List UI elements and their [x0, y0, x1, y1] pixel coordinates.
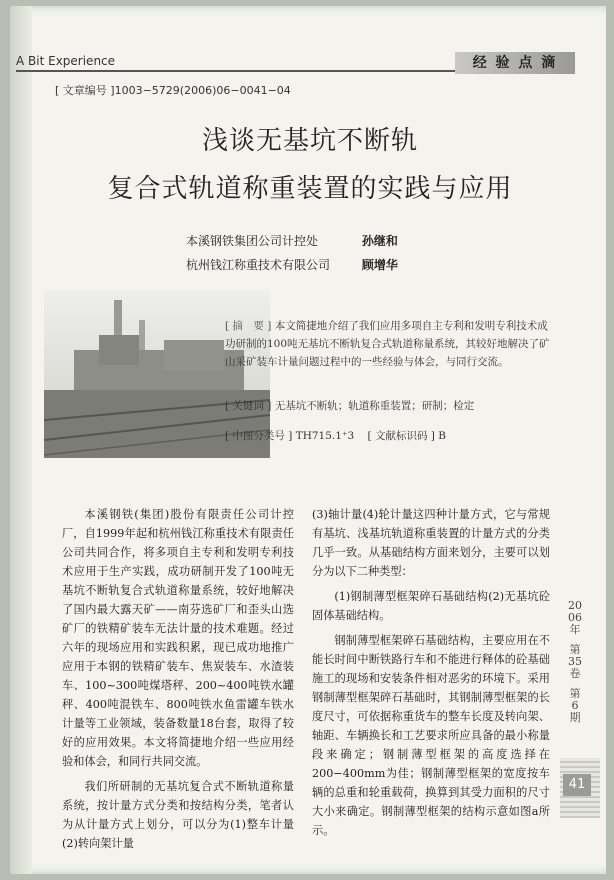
body-paragraph: 我们所研制的无基坑复合式不断轨道称量系统，按计量方式分类和按结构分类，笔者认为从计量方式上划分，可以分为(1)整车计量(2)转向架计量 — [62, 780, 294, 850]
body-column-left — [62, 505, 294, 859]
keywords-text: 无基坑不断轨；轨道称重装置；研制；检定 — [274, 400, 475, 412]
author-row — [186, 256, 398, 273]
author-row — [186, 232, 398, 249]
abstract-label: [ 摘 要 ] — [225, 320, 272, 332]
author-name: 孙继和 — [361, 234, 398, 248]
keywords-label: [ 关键词 ] — [225, 400, 272, 412]
article-number: [ 文章编号 ]1003−5729(2006)06−0041−04 — [55, 84, 291, 97]
article-title-line2: 复合式轨道称重装置的实践与应用 — [107, 174, 513, 204]
clc-label: [ 中图分类号 ] — [225, 430, 293, 442]
body-column-right — [312, 505, 550, 846]
doc-code-label: [ 文献标识码 ] — [367, 430, 435, 442]
keywords — [225, 398, 555, 413]
issue-year: 2006年 — [568, 599, 582, 636]
classification — [225, 428, 555, 443]
abstract-text: 本文简捷地介绍了我们应用多项自主专利和发明专利技术成功研制的100吨无基坑不断轨复合式轨道称量系统，其较好地解决了矿山采矿装车计量问题过程中的一些经验与体会，与同行交流。 — [225, 320, 550, 368]
section-title-en: A Bit Experience — [16, 54, 116, 68]
author-name: 顾增华 — [361, 258, 398, 272]
section-title-zh: 经 验 点 滴 — [455, 52, 575, 74]
body-paragraph: (3)轴计量(4)轮计量这四种计量方式，它与常规有基坑、浅基坑轨道称重装置的计量方式的分类几乎一致。从基础结构方面来划分，主要可以划分为以下二种类型： — [312, 508, 550, 578]
page-spine-shadow — [10, 6, 32, 874]
body-paragraph: 本溪钢铁(集团)股份有限责任公司计控厂，自1999年起和杭州钱江称重技术有限责任公司共同合作，将多项自主专利和发明专利技术应用于生产实践，成功研制开发了100吨无基坑不断轨复合式轨道称量系统，较好地解决了国内最大露天矿——南芬选矿厂和歪头山选矿厂的铁精矿装车无法计量的技术难题。经过六年的现场应用和实践积累，现已成功地推广应用于本钢的铁精矿装车、焦炭装车、水渣装车、100~300吨煤塔秤、200~400吨铁水罐秤、400吨混铁车、800吨铁水鱼雷罐车铁水计量等工业领域，装备数量18台套，取得了较好的应用效果。本文将简捷地介绍一些应用经验和体会，和同行共同交流。 — [62, 508, 294, 768]
page-number: 41 — [563, 774, 591, 796]
article-title-line1: 浅谈无基坑不断轨 — [201, 126, 418, 156]
author-org: 杭州钱江称重技术有限公司 — [186, 258, 331, 272]
issue-info-vertical — [568, 600, 582, 724]
header-rule — [16, 70, 456, 72]
doc-code-value: B — [438, 430, 446, 442]
issue-volume: 第35卷 — [568, 643, 582, 680]
issue-number: 第6期 — [569, 687, 581, 724]
body-paragraph: 钢制薄型框架碎石基础结构，主要应用在不能长时间中断铁路行车和不能进行释体的砼基础施工的现场和安装条件相对恶劣的环境下。采用钢制薄型框架碎石基础时，其钢制薄型框架的长度尺寸，可依据称重货车的整车长度及转向架、轴距、车辆换长和工艺要求所应具备的最小称量段来确定；钢制薄型框架的高度选择在200−400mm为佳；钢制薄型框架的宽度按车辆的总重和轮重载荷，换算到其受力面积的尺寸大小来确定。钢制薄型框架的结构示意如图a所示。 — [312, 634, 550, 837]
author-org: 本溪钢铁集团公司计控处 — [186, 234, 319, 248]
clc-value: TH715.1⁺3 — [295, 430, 355, 442]
body-paragraph: (1)钢制薄型框架碎石基础结构(2)无基坑砼固体基础结构。 — [312, 590, 550, 622]
